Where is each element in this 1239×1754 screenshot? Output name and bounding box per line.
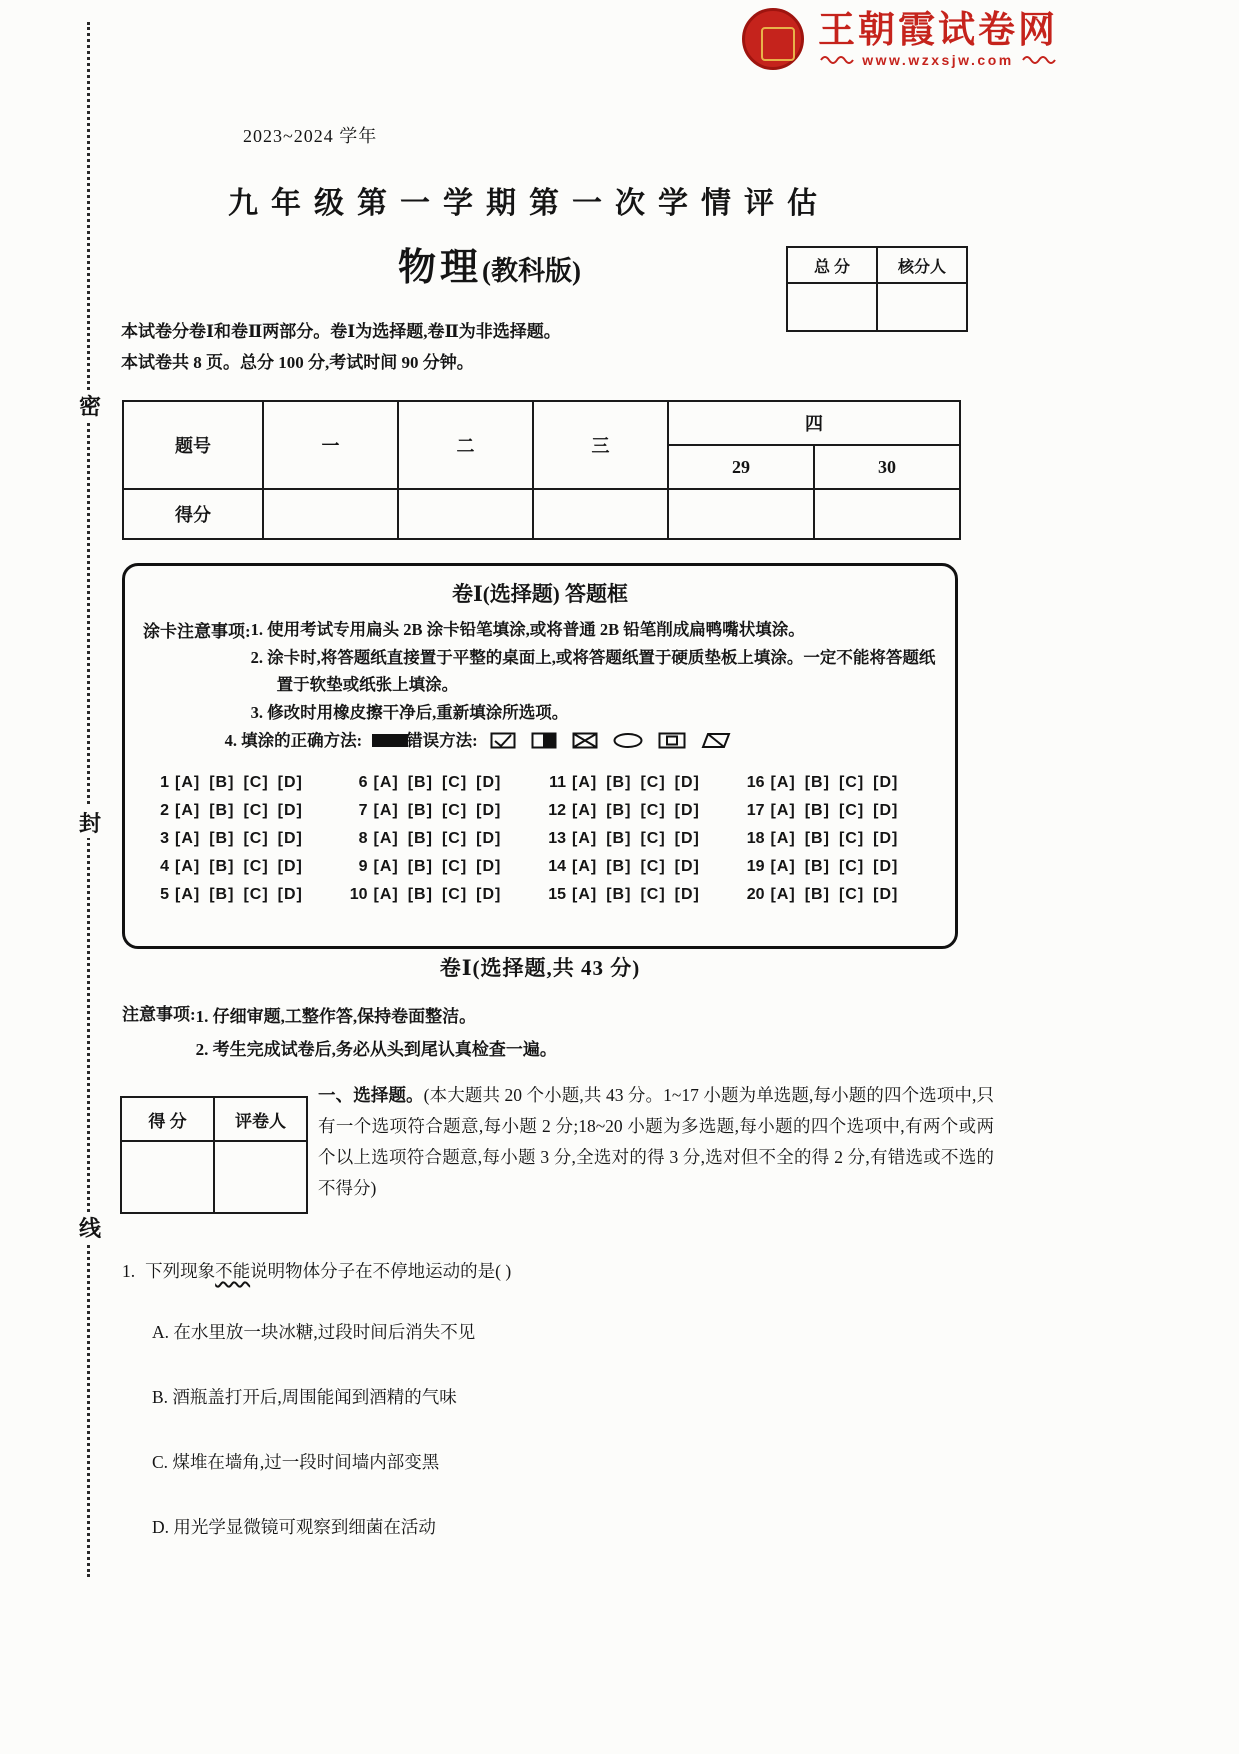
answer-sheet-box (122, 563, 958, 949)
bubble-5-C[interactable]: [C] (243, 885, 269, 903)
answer-row-number: 8 (358, 829, 368, 847)
bubble-8-C[interactable]: [C] (441, 829, 468, 847)
wave-decoration-right (1022, 55, 1056, 65)
bubble-2-B[interactable]: [B] (209, 801, 235, 819)
bubble-20-A[interactable]: [A] (770, 885, 796, 903)
bubble-10-A[interactable]: [A] (373, 885, 399, 903)
score-cell-30 (814, 489, 960, 539)
bubble-12-B[interactable]: [B] (606, 801, 632, 819)
score-cell-1 (263, 489, 398, 539)
bubble-4-D[interactable]: [D] (277, 857, 303, 875)
question1-choice-C: C. 煤堆在墙角,过一段时间墙内部变黑 (152, 1452, 440, 1472)
fill-notes-items (224, 616, 937, 755)
bubble-4-A[interactable]: [A] (175, 857, 201, 875)
nested-box-icon (658, 732, 686, 749)
score-cell-3 (533, 489, 668, 539)
brand-name: 王朝霞试卷网 (818, 8, 1058, 50)
bubble-10-D[interactable]: [D] (476, 885, 502, 903)
question-1-number: 1. (122, 1261, 136, 1281)
answer-row-number: 10 (349, 885, 368, 903)
checker-cell (877, 283, 967, 331)
score-cell-2 (398, 489, 533, 539)
answer-row-20 (739, 881, 938, 909)
wrong-method-label: 错误方法: (406, 730, 478, 750)
answer-grid-row (143, 881, 937, 909)
bubble-18-D[interactable]: [D] (873, 829, 899, 847)
bubble-15-D[interactable]: [D] (674, 885, 700, 903)
brand-text (818, 10, 1058, 69)
bubble-8-D[interactable]: [D] (476, 829, 502, 847)
fill-note-3: 3. 修改时用橡皮擦干净后,重新填涂所选项。 (250, 703, 569, 723)
notice-label: 注意事项: (122, 1005, 196, 1024)
subject-edition: (教科版) (482, 256, 581, 286)
wave-decoration-left (820, 55, 854, 65)
answer-row-7 (342, 797, 541, 825)
bubble-4-B[interactable]: [B] (209, 857, 235, 875)
answer-row-number: 2 (160, 801, 169, 819)
bubble-2-D[interactable]: [D] (277, 801, 303, 819)
bubble-15-C[interactable]: [C] (640, 885, 666, 903)
answer-row-number: 3 (160, 829, 169, 847)
bubble-1-D[interactable]: [D] (277, 773, 303, 791)
answer-row-6 (342, 769, 541, 797)
bubble-11-C[interactable]: [C] (640, 773, 666, 791)
answer-row-10 (342, 881, 541, 909)
answer-row-12 (540, 797, 739, 825)
answer-row-number: 13 (548, 829, 566, 847)
section1-instructions (318, 1080, 994, 1205)
answer-row-number: 16 (746, 773, 765, 791)
bubble-19-D[interactable]: [D] (873, 857, 899, 875)
correct-method-label: 4. 填涂的正确方法: (224, 730, 363, 750)
fill-note-2: 2. 涂卡时,将答题纸直接置于平整的桌面上,或将答题纸置于硬质垫板上填涂。一定不能将答题纸置于软垫或纸张上填涂。 (250, 647, 936, 695)
bubble-1-A[interactable]: [A] (175, 773, 201, 791)
answer-grid (143, 769, 937, 909)
bubble-18-A[interactable]: [A] (770, 829, 796, 847)
half-filled-box-icon (531, 732, 557, 749)
bubble-12-C[interactable]: [C] (640, 801, 666, 819)
answer-row-3 (143, 825, 342, 853)
intro-line-1: 本试卷分卷Ⅰ和卷Ⅱ两部分。卷Ⅰ为选择题,卷Ⅱ为非选择题。 (121, 322, 561, 341)
question-1 (122, 1258, 511, 1283)
answer-row-5 (143, 881, 342, 909)
total-score-box (786, 246, 968, 332)
bubble-13-C[interactable]: [C] (640, 829, 666, 847)
score-col-3: 三 (533, 401, 668, 489)
section1-title: 卷Ⅰ(选择题,共 43 分) (439, 956, 641, 980)
bubble-16-C[interactable]: [C] (838, 773, 865, 791)
brand-url: www.wzxsjw.com (862, 52, 1014, 69)
bubble-19-C[interactable]: [C] (838, 857, 865, 875)
bubble-14-A[interactable]: [A] (572, 857, 598, 875)
answer-row-13 (540, 825, 739, 853)
answer-grid-row (143, 825, 937, 853)
bubble-19-A[interactable]: [A] (770, 857, 796, 875)
bubble-18-B[interactable]: [B] (804, 829, 830, 847)
answer-row-9 (342, 853, 541, 881)
notice-items (196, 1000, 557, 1066)
answer-row-number: 6 (358, 773, 368, 791)
bubble-9-B[interactable]: [B] (407, 857, 433, 875)
answer-row-number: 12 (548, 801, 566, 819)
answer-row-number: 5 (160, 885, 169, 903)
answer-row-number: 4 (160, 857, 169, 875)
score-col-1: 一 (263, 401, 398, 489)
question1-choice-D: D. 用光学显微镜可观察到细菌在活动 (152, 1517, 436, 1537)
answer-row-number: 20 (746, 885, 765, 903)
exam-notices (122, 1000, 557, 1066)
brand-subline (820, 52, 1055, 68)
correct-fill-icon (372, 734, 408, 747)
grader-score-box (120, 1096, 308, 1214)
question1-choice-A: A. 在水里放一块冰糖,过段时间后消失不见 (152, 1322, 476, 1342)
bubble-3-C[interactable]: [C] (243, 829, 269, 847)
total-score-label: 总 分 (787, 247, 877, 283)
bubble-2-C[interactable]: [C] (243, 801, 269, 819)
score-cell-29 (668, 489, 814, 539)
bubble-10-C[interactable]: [C] (441, 885, 468, 903)
bubble-15-B[interactable]: [B] (606, 885, 632, 903)
bubble-2-A[interactable]: [A] (175, 801, 201, 819)
score-table-header: 题号 (123, 401, 263, 489)
exam-title: 九年级第一学期第一次学情评估 (228, 187, 830, 220)
grader-score-label: 得 分 (121, 1097, 214, 1141)
fill-note-1: 1. 使用考试专用扁头 2B 涂卡铅笔填涂,或将普通 2B 铅笔削成扁鸭嘴状填涂。 (250, 620, 805, 639)
bubble-5-D[interactable]: [D] (277, 885, 303, 903)
bubble-3-D[interactable]: [D] (277, 829, 303, 847)
notice-2: 2. 考生完成试卷后,务必从头到尾认真检查一遍。 (195, 1040, 557, 1060)
bubble-12-A[interactable]: [A] (572, 801, 598, 819)
grader-cell (214, 1141, 307, 1213)
school-year: 2023~2024 学年 (243, 126, 378, 146)
bubble-20-D[interactable]: [D] (873, 885, 899, 903)
question1-choice-B: B. 酒瓶盖打开后,周围能闻到酒精的气味 (152, 1387, 457, 1407)
answer-row-11 (540, 769, 739, 797)
seal-char-mi: 密 (76, 390, 104, 421)
bubble-14-D[interactable]: [D] (674, 857, 700, 875)
bubble-16-D[interactable]: [D] (873, 773, 899, 791)
bubble-9-D[interactable]: [D] (476, 857, 502, 875)
answer-row-1 (143, 769, 342, 797)
answer-row-number: 17 (746, 801, 765, 819)
bubble-6-C[interactable]: [C] (441, 773, 468, 791)
bubble-14-B[interactable]: [B] (606, 857, 632, 875)
subject-name: 物理 (398, 247, 483, 289)
score-col-4-sub-30: 30 (814, 445, 960, 489)
bubble-5-A[interactable]: [A] (175, 885, 201, 903)
bubble-8-B[interactable]: [B] (407, 829, 433, 847)
bubble-8-A[interactable]: [A] (373, 829, 399, 847)
answer-row-18 (739, 825, 938, 853)
bubble-10-B[interactable]: [B] (407, 885, 433, 903)
question-1-stem-pre: 下列现象 (145, 1261, 216, 1281)
grader-score-cell (121, 1141, 214, 1213)
bubble-17-B[interactable]: [B] (804, 801, 830, 819)
bubble-7-D[interactable]: [D] (476, 801, 502, 819)
answer-row-number: 18 (746, 829, 765, 847)
bubble-6-B[interactable]: [B] (407, 773, 433, 791)
answer-row-19 (739, 853, 938, 881)
subject-line (398, 236, 581, 291)
fill-notes-label: 涂卡注意事项: (143, 622, 251, 641)
answer-row-number: 9 (358, 857, 368, 875)
seal-line (78, 22, 101, 1577)
total-score-cell (787, 283, 877, 331)
bubble-13-B[interactable]: [B] (606, 829, 632, 847)
answer-row-17 (739, 797, 938, 825)
bubble-9-A[interactable]: [A] (373, 857, 399, 875)
bubble-17-D[interactable]: [D] (873, 801, 899, 819)
bubble-20-B[interactable]: [B] (804, 885, 830, 903)
brand-logo (742, 8, 1058, 70)
answer-row-number: 19 (746, 857, 765, 875)
answer-grid-row (143, 797, 937, 825)
score-col-4-sub-29: 29 (668, 445, 814, 489)
answer-row-number: 14 (548, 857, 566, 875)
answer-row-number: 1 (160, 773, 169, 791)
notice-1: 1. 仔细审题,工整作答,保持卷面整洁。 (195, 1007, 477, 1026)
question-1-stem-post: 说明物体分子在不停地运动的是( ) (250, 1261, 512, 1281)
bubble-1-C[interactable]: [C] (243, 773, 269, 791)
slanted-box-icon (701, 732, 731, 749)
instructions-body: (本大题共 20 个小题,共 43 分。1~17 小题为单选题,每小题的四个选项中,只有一个选项符合题意,每小题 2 分;18~20 小题为多选题,每小题的四个选项中,有两个或两个以上选项符合题意,每小题 3 分,全选对的得 3 分,选对但不全的得 2 分,有错选或不选的不得分) (318, 1085, 995, 1199)
exam-intro (121, 316, 561, 379)
answer-box-title: 卷Ⅰ(选择题) 答题框 (451, 582, 629, 606)
answer-row-4 (143, 853, 342, 881)
answer-grid-row (143, 769, 937, 797)
answer-row-number: 7 (358, 801, 368, 819)
bubble-7-A[interactable]: [A] (373, 801, 399, 819)
bubble-20-C[interactable]: [C] (838, 885, 865, 903)
bubble-15-A[interactable]: [A] (572, 885, 598, 903)
answer-row-14 (540, 853, 739, 881)
grader-label: 评卷人 (214, 1097, 307, 1141)
score-summary-table (122, 400, 961, 540)
bubble-14-C[interactable]: [C] (640, 857, 666, 875)
seal-char-feng: 封 (76, 807, 104, 838)
bubble-5-B[interactable]: [B] (209, 885, 235, 903)
bubble-3-A[interactable]: [A] (175, 829, 201, 847)
checker-label: 核分人 (877, 247, 967, 283)
bubble-13-D[interactable]: [D] (674, 829, 700, 847)
intro-line-2: 本试卷共 8 页。总分 100 分,考试时间 90 分钟。 (121, 353, 474, 373)
score-row-label: 得分 (123, 489, 263, 539)
bubble-18-C[interactable]: [C] (838, 829, 865, 847)
answer-row-number: 11 (549, 773, 566, 791)
bubble-11-B[interactable]: [B] (606, 773, 632, 791)
answer-row-number: 15 (548, 885, 566, 903)
answer-grid-row (143, 853, 937, 881)
bubble-9-C[interactable]: [C] (441, 857, 468, 875)
wrong-method-icons (490, 732, 731, 749)
seal-char-xian: 线 (76, 1212, 104, 1243)
bubble-16-A[interactable]: [A] (770, 773, 796, 791)
checked-box-icon (490, 732, 516, 749)
answer-row-8 (342, 825, 541, 853)
bubble-13-A[interactable]: [A] (572, 829, 598, 847)
score-col-4: 四 (668, 401, 960, 445)
answer-row-2 (143, 797, 342, 825)
bubble-11-D[interactable]: [D] (674, 773, 700, 791)
bubble-19-B[interactable]: [B] (804, 857, 830, 875)
bubble-7-C[interactable]: [C] (441, 801, 468, 819)
answer-box-notes (143, 616, 937, 755)
bubble-6-D[interactable]: [D] (476, 773, 502, 791)
bubble-4-C[interactable]: [C] (243, 857, 269, 875)
question-1-emphasis: 不能 (215, 1261, 251, 1281)
fill-note-4 (224, 727, 937, 755)
instructions-lead: 一、选择题。 (318, 1085, 424, 1105)
bubble-16-B[interactable]: [B] (804, 773, 830, 791)
crossed-box-icon (572, 732, 598, 749)
bubble-17-A[interactable]: [A] (770, 801, 796, 819)
bubble-7-B[interactable]: [B] (407, 801, 433, 819)
brand-seal-icon (742, 8, 804, 70)
question1-choices (152, 1320, 475, 1580)
bubble-17-C[interactable]: [C] (838, 801, 865, 819)
score-col-2: 二 (398, 401, 533, 489)
bubble-3-B[interactable]: [B] (209, 829, 235, 847)
oval-icon (613, 732, 643, 749)
bubble-11-A[interactable]: [A] (572, 773, 598, 791)
answer-row-16 (739, 769, 938, 797)
bubble-6-A[interactable]: [A] (373, 773, 399, 791)
answer-row-15 (540, 881, 739, 909)
bubble-12-D[interactable]: [D] (674, 801, 700, 819)
bubble-1-B[interactable]: [B] (209, 773, 235, 791)
